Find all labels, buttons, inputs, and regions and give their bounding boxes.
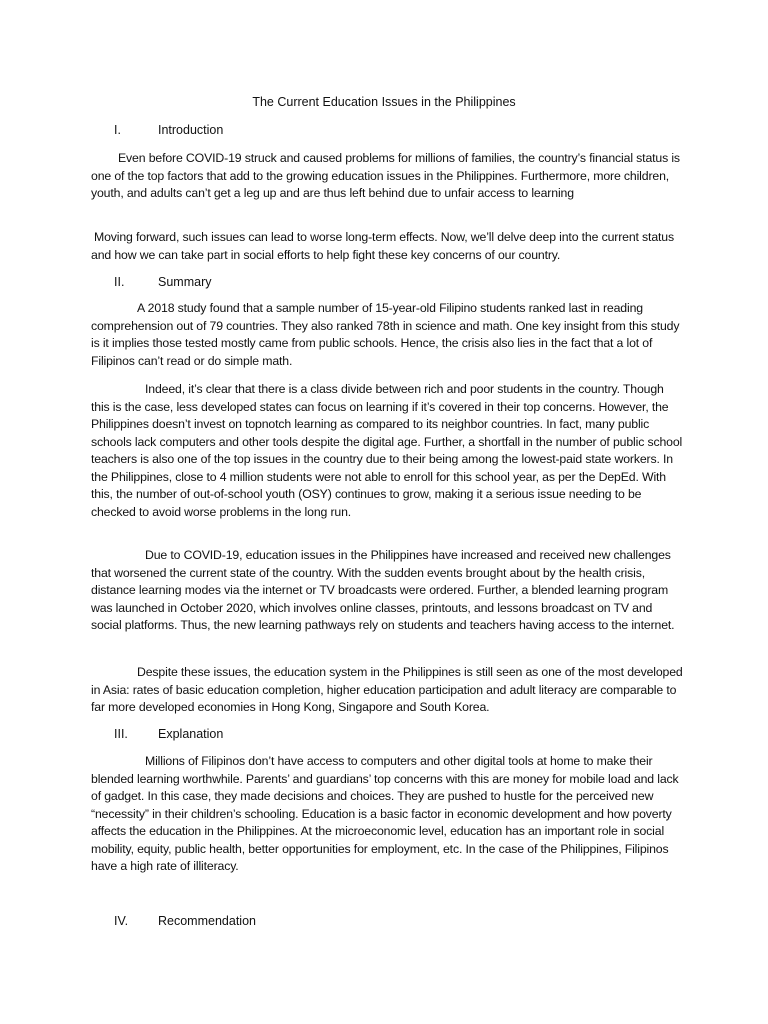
document-title: The Current Education Issues in the Philippines bbox=[252, 95, 516, 109]
section-number: IV. bbox=[114, 914, 129, 928]
section-title: Recommendation bbox=[158, 914, 256, 928]
section-title: Introduction bbox=[158, 123, 224, 137]
section-number: II. bbox=[114, 275, 125, 289]
section-heading-recommendation bbox=[114, 912, 256, 930]
paragraph: Even before COVID-19 struck and caused problems for millions of families, the country’s financial status is one of the top factors that add to the growing education issues in the Philippines. Furthermore, more children, youth, and adults can’t get a leg up and are thus left behind due to unfair access to learning bbox=[91, 151, 680, 200]
paragraph: Indeed, it’s clear that there is a class divide between rich and poor students in the country. Though this is the case, less developed states can focus on learning if it’s covered in their top concerns. However, the Philippines doesn’t invest on topnotch learning as compared to its neighbor countries. In fact, many public schools lack computers and other tools despite the digital age. Further, a shortfall in the number of public school teachers is also one of the top issues in the country due to their being among the lowest-paid state workers. In the Philippines, close to 4 million students were not able to enroll for this school year, as per the DepEd. With this, the number of out-of-school youth (OSY) continues to grow, making it a serious issue needing to be checked to avoid worse problems in the long run. bbox=[91, 382, 683, 519]
section-heading-explanation bbox=[114, 725, 223, 743]
section-heading-summary bbox=[114, 273, 211, 291]
paragraph: A 2018 study found that a sample number of 15-year-old Filipino students ranked last in reading comprehension out of 79 countries. They also ranked 78th in science and math. One key insight from this study is it implies those tested mostly came from public schools. Hence, the crisis also lies in the fact that a lot of Filipinos can’t read or do simple math. bbox=[91, 301, 680, 368]
paragraph: Despite these issues, the education system in the Philippines is still seen as one of the most developed in Asia: rates of basic education completion, higher education participation and adult literacy are comparable to far more developed economies in Hong Kong, Singapore and South Korea. bbox=[91, 665, 683, 714]
paragraph: Due to COVID-19, education issues in the Philippines have increased and received new challenges that worsened the current state of the country. With the sudden events brought about by the health crisis, distance learning modes via the internet or TV broadcasts were ordered. Further, a blended learning program was launched in October 2020, which involves online classes, printouts, and lessons broadcast on TV and social platforms. Thus, the new learning pathways rely on students and teachers having access to the internet. bbox=[91, 548, 675, 632]
section-title: Summary bbox=[158, 275, 212, 289]
section-number: I. bbox=[114, 123, 121, 137]
section-title: Explanation bbox=[158, 727, 224, 741]
section-heading-introduction bbox=[114, 121, 223, 139]
paragraph: Moving forward, such issues can lead to worse long-term effects. Now, we’ll delve deep into the current status and how we can take part in social efforts to help fight these key concerns of our country. bbox=[91, 230, 674, 262]
section-number: III. bbox=[114, 727, 128, 741]
paragraph: Millions of Filipinos don’t have access to computers and other digital tools at home to make their blended learning worthwhile. Parents’ and guardians’ top concerns with this are money for mobile load and lack of gadget. In this case, they made decisions and choices. They are pushed to hustle for the perceived new “necessity” in their children’s schooling. Education is a basic factor in economic development and how poverty affects the education in the Philippines. At the microeconomic level, education has an important role in social mobility, equity, public health, better opportunities for employment, etc. In the case of the Philippines, Filipinos have a high rate of illiteracy. bbox=[91, 754, 679, 873]
